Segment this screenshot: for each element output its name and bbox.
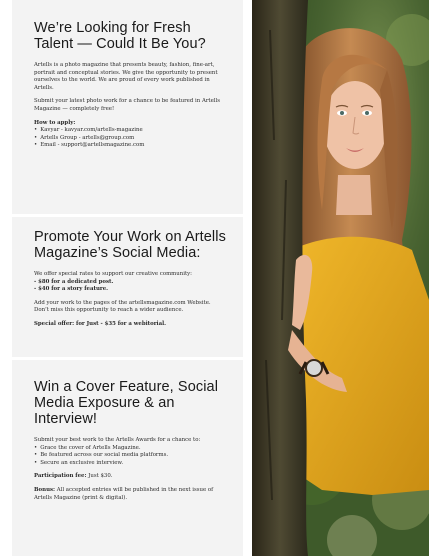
bonus-label: Bonus: bbox=[34, 486, 56, 493]
section2-heading: Promote Your Work on Artells Magazine’s Social Media: bbox=[34, 229, 226, 261]
section-fresh-talent bbox=[12, 0, 243, 214]
awards-item-social: • Be featured across our social media platforms. bbox=[34, 452, 227, 460]
rate-story-feature: - $40 for a story feature. bbox=[34, 286, 109, 293]
apply-item-kavyar[interactable]: • Kavyar - kavyar.com/artells-magazine bbox=[34, 127, 227, 135]
fee-label: Participation fee: bbox=[34, 473, 87, 480]
model-photo bbox=[252, 0, 429, 556]
awards-list bbox=[34, 445, 227, 468]
apply-item-group[interactable]: • Artells Group - artells@group.com bbox=[34, 135, 227, 143]
how-to-apply-label: How to apply: bbox=[34, 119, 76, 126]
section3-intro: Submit your best work to the Artells Awards for a chance to: bbox=[34, 437, 201, 443]
rate-dedicated-post: - $80 for a dedicated post. bbox=[34, 278, 114, 285]
apply-item-email[interactable]: • Email - support@artellsmagazine.com bbox=[34, 142, 227, 150]
watch-icon bbox=[306, 360, 322, 376]
section1-submit: Submit your latest photo work for a chance to be featured in Artells Magazine — completely free! bbox=[34, 98, 220, 112]
awards-item-cover: • Grace the cover of Artells Magazine. bbox=[34, 445, 227, 453]
participation-fee bbox=[34, 473, 227, 481]
section2-intro: We offer special rates to support our creative community: bbox=[34, 271, 192, 277]
special-offer: Special offer: for Just - $35 for a webitorial. bbox=[34, 320, 167, 327]
section2-website: Add your work to the pages of the artellsmagazine.com Website. Don’t miss this opportunity to reach a wider audience. bbox=[34, 299, 211, 314]
section1-heading: We’re Looking for Fresh Talent — Could It Be You? bbox=[34, 20, 206, 52]
bonus bbox=[34, 487, 227, 502]
section-cover-feature bbox=[12, 360, 243, 556]
awards-item-interview: • Secure an exclusive interview. bbox=[34, 460, 227, 468]
bonus-text: All accepted entries will be published in the next issue of Artells Magazine (print & digital). bbox=[34, 486, 214, 501]
section3-heading: Win a Cover Feature, Social Media Exposure & an Interview! bbox=[34, 379, 219, 427]
section1-intro: Artells is a photo magazine that presents beauty, fashion, fine-art, portrait and conceptual stories. We give the opportunity to present ourselves to the world. We are proud of every work published in Artells. bbox=[34, 62, 218, 91]
model-photo-illustration bbox=[252, 0, 429, 556]
section-social-media bbox=[12, 217, 243, 357]
apply-list bbox=[34, 127, 227, 150]
fee-value: Just $30. bbox=[86, 473, 113, 480]
